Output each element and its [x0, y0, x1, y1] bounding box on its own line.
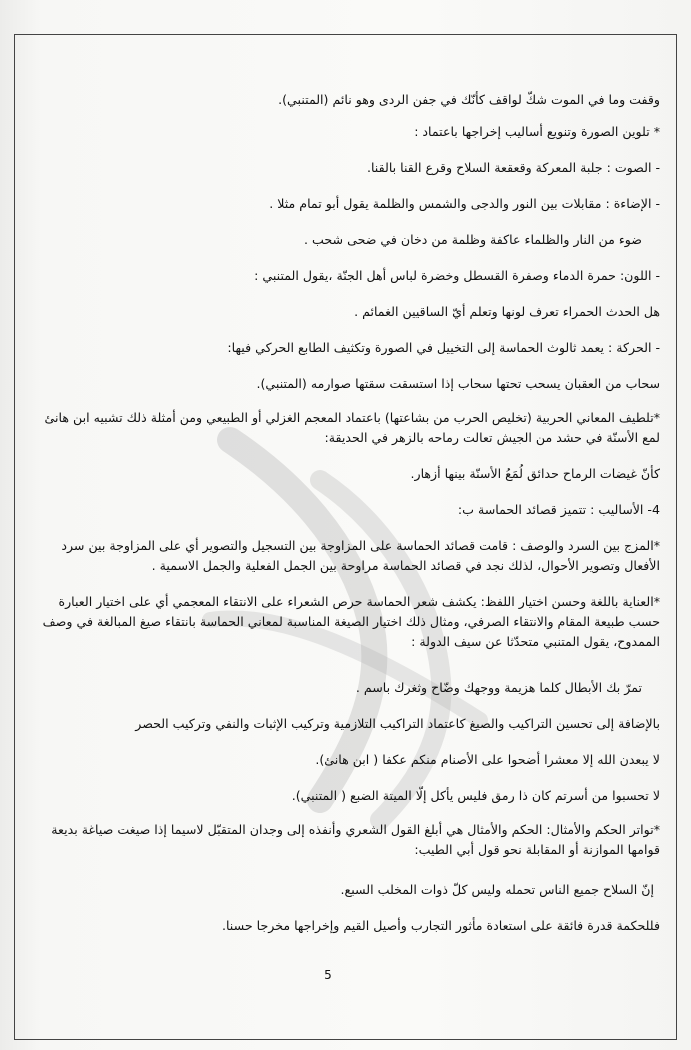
paragraph: *تلطيف المعاني الحربية (تخليص الحرب من بشاعتها) باعتماد المعجم الغزلي أو الطبيعي ومن أمثلة ذلك تشبيه ابن هانئ لمع الأسنّة في حشد من الجيش تعالت رماحه بالزهر في الحديقة:	[44, 410, 660, 445]
verse-line: كأنّ غيضات الرماح حدائق لُمَعُ الأسنّة بينها أزهار.	[410, 466, 660, 481]
verse-line: ضوء من النار والظلماء عاكفة وظلمة من دخان في ضحى شحب .	[304, 232, 642, 247]
paragraph: فللحكمة قدرة فائقة على استعادة مأثور التجارب وأصيل القيم وإخراجها مخرجا حسنا.	[221, 918, 660, 933]
verse-line: وقفت وما في الموت شكّ لواقف كأنّك في جفن الردى وهو نائم (المتنبي).	[278, 92, 660, 107]
list-item: - الحركة : يعمد ثالوث الحماسة إلى التخييل في الصورة وتكثيف الطابع الحركي فيها:	[227, 340, 660, 355]
list-item: - الصوت : جلبة المعركة وقعقعة السلاح وقرع القنا بالقنا.	[366, 160, 660, 175]
list-item: - الإضاءة : مقابلات بين النور والدجى والشمس والظلمة يقول أبو تمام مثلا .	[269, 196, 660, 211]
list-item: - اللون: حمرة الدماء وصفرة القسطل وخضرة لباس أهل الجنّة ،يقول المتنبي :	[254, 268, 660, 283]
verse-line: تمرّ بك الأبطال كلما هزيمة ووجهك وضّاح وثغرك باسم .	[355, 680, 642, 695]
verse-line: لا تحسبوا من أسرتم كان ذا رمق فليس يأكل إلّا الميتة الضبع ( المتنبي).	[291, 788, 660, 803]
bullet-heading: * تلوين الصورة وتنويع أساليب إخراجها باعتماد :	[414, 124, 660, 139]
page-number: 5	[324, 968, 332, 982]
paragraph: *المزج بين السرد والوصف : قامت قصائد الحماسة على المزاوجة بين التسجيل والتصوير أي على المزاوجة بين سرد الأفعال وتصوير الأحوال، لذلك نجد في قصائد الحماسة مراوحة بين الجمل الفعلية والجمل الاسمية .	[61, 538, 660, 573]
verse-line: لا يبعدن الله إلا معشرا أضحوا على الأصنام منكم عكفا ( ابن هانئ).	[315, 752, 660, 767]
paragraph: *العناية باللغة وحسن اختيار اللفظ: يكشف شعر الحماسة حرص الشعراء على الانتقاء المعجمي أي على اختيار العبارة حسب طبيعة المقام والانتقاء الصرفي، ومثال ذلك اختيار الصيغة المناسبة لمعاني الحماسة بانتقاء صيغ المبالغة في وصف الممدوح، يقول المتنبي متحدّثا عن سيف الدولة :	[42, 594, 660, 649]
verse-line: هل الحدث الحمراء تعرف لونها وتعلم أيّ الساقيين الغمائم .	[354, 304, 660, 319]
verse-line: إنّ السلاح جميع الناس تحمله وليس كلّ ذوات المخلب السبع.	[340, 882, 654, 897]
verse-line: سحاب من العقبان يسحب تحتها سحاب إذا استسقت سقتها صوارمه (المتنبي).	[256, 376, 660, 391]
paragraph: بالإضافة إلى تحسين التراكيب والصيغ كاعتماد التراكيب التلازمية وتركيب الإثبات والنفي وتركيب الحصر	[135, 716, 660, 731]
paragraph: *تواتر الحكم والأمثال: الحكم والأمثال هي أبلغ القول الشعري وأنفذه إلى وجدان المتقبّل لاسيما إذا صيغت صياغة بديعة قوامها الموازنة أو المقابلة نحو قول أبي الطيب:	[51, 822, 660, 857]
section-heading: 4- الأساليب : تتميز قصائد الحماسة ب:	[457, 502, 660, 517]
